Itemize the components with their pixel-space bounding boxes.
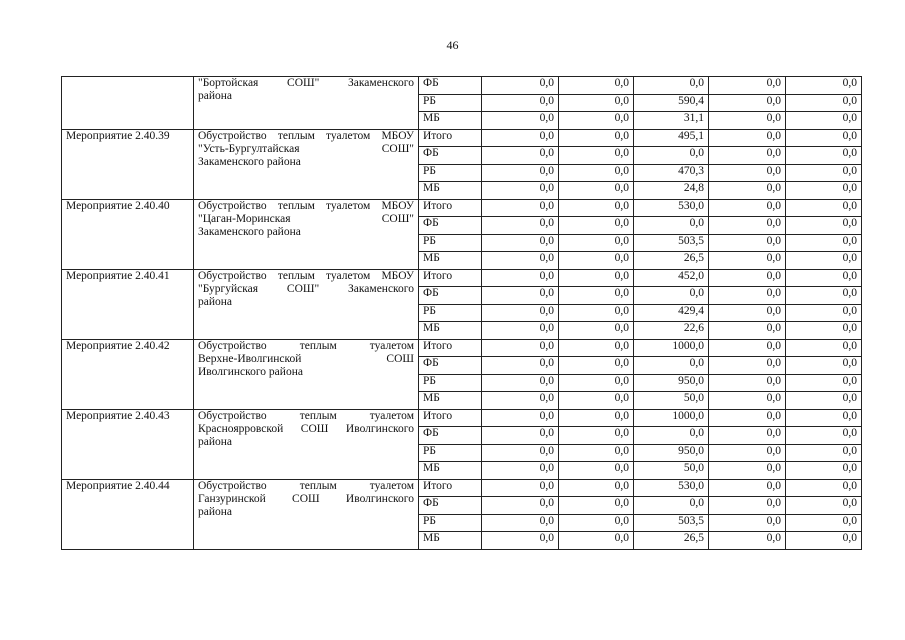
- funding-source-cell: РБ: [419, 374, 482, 392]
- description-line: Верхне-Иволгинской СОШ: [198, 352, 414, 365]
- amount-cell: 0,0: [709, 339, 786, 357]
- amount-cell: 24,8: [634, 182, 709, 200]
- funding-source-cell: Итого: [419, 479, 482, 497]
- amount-cell: 26,5: [634, 532, 709, 550]
- amount-cell: 0,0: [482, 269, 559, 287]
- event-description-cell: [194, 479, 419, 549]
- funding-source-cell: МБ: [419, 182, 482, 200]
- amount-cell: 0,0: [482, 339, 559, 357]
- amount-cell: 590,4: [634, 94, 709, 112]
- amount-cell: 0,0: [482, 427, 559, 445]
- funding-source-cell: МБ: [419, 112, 482, 130]
- amount-cell: 0,0: [559, 532, 634, 550]
- amount-cell: 0,0: [482, 129, 559, 147]
- amount-cell: 0,0: [482, 444, 559, 462]
- event-code-cell: [62, 77, 194, 130]
- amount-cell: 0,0: [709, 392, 786, 410]
- amount-cell: 0,0: [559, 112, 634, 130]
- event-code-cell: Мероприятие 2.40.41: [62, 269, 194, 339]
- amount-cell: 470,3: [634, 164, 709, 182]
- amount-cell: 0,0: [482, 252, 559, 270]
- amount-cell: 1000,0: [634, 339, 709, 357]
- amount-cell: 0,0: [559, 409, 634, 427]
- amount-cell: 0,0: [559, 164, 634, 182]
- amount-cell: 0,0: [709, 269, 786, 287]
- amount-cell: 0,0: [559, 514, 634, 532]
- amount-cell: 0,0: [709, 112, 786, 130]
- event-description-cell: [194, 339, 419, 409]
- amount-cell: 31,1: [634, 112, 709, 130]
- amount-cell: 0,0: [786, 147, 862, 165]
- amount-cell: 0,0: [559, 427, 634, 445]
- amount-cell: 0,0: [559, 199, 634, 217]
- amount-cell: 0,0: [709, 147, 786, 165]
- amount-cell: 0,0: [559, 462, 634, 480]
- amount-cell: 0,0: [786, 339, 862, 357]
- description-line: Иволгинского района: [198, 365, 303, 378]
- amount-cell: 0,0: [482, 532, 559, 550]
- amount-cell: 0,0: [559, 497, 634, 515]
- funding-source-cell: Итого: [419, 199, 482, 217]
- amount-cell: 0,0: [786, 94, 862, 112]
- amount-cell: 0,0: [482, 287, 559, 305]
- amount-cell: 0,0: [786, 269, 862, 287]
- description-line: района: [198, 90, 233, 102]
- amount-cell: 0,0: [482, 217, 559, 235]
- amount-cell: 0,0: [786, 252, 862, 270]
- funding-source-cell: ФБ: [419, 147, 482, 165]
- amount-cell: 0,0: [559, 252, 634, 270]
- amount-cell: 0,0: [709, 462, 786, 480]
- funding-source-cell: МБ: [419, 462, 482, 480]
- event-description-cell: [194, 199, 419, 269]
- amount-cell: 950,0: [634, 444, 709, 462]
- amount-cell: 0,0: [559, 182, 634, 200]
- amount-cell: 0,0: [482, 77, 559, 95]
- description-line: района: [198, 505, 233, 518]
- amount-cell: 0,0: [786, 514, 862, 532]
- event-code-cell: Мероприятие 2.40.43: [62, 409, 194, 479]
- amount-cell: 452,0: [634, 269, 709, 287]
- amount-cell: 0,0: [482, 234, 559, 252]
- amount-cell: 0,0: [786, 182, 862, 200]
- amount-cell: 0,0: [709, 357, 786, 375]
- amount-cell: 26,5: [634, 252, 709, 270]
- amount-cell: 0,0: [482, 164, 559, 182]
- amount-cell: 0,0: [786, 164, 862, 182]
- amount-cell: 0,0: [709, 322, 786, 340]
- amount-cell: 0,0: [482, 322, 559, 340]
- amount-cell: 0,0: [786, 444, 862, 462]
- amount-cell: 0,0: [559, 444, 634, 462]
- amount-cell: 0,0: [559, 129, 634, 147]
- amount-cell: 0,0: [709, 304, 786, 322]
- amount-cell: 0,0: [709, 287, 786, 305]
- description-line: Закаменского района: [198, 225, 301, 238]
- amount-cell: 0,0: [559, 357, 634, 375]
- amount-cell: 0,0: [786, 427, 862, 445]
- amount-cell: 950,0: [634, 374, 709, 392]
- funding-source-cell: Итого: [419, 409, 482, 427]
- event-code-cell: Мероприятие 2.40.40: [62, 199, 194, 269]
- amount-cell: 0,0: [786, 234, 862, 252]
- description-line: "Бургуйская СОШ" Закаменского: [198, 282, 414, 295]
- amount-cell: 0,0: [786, 217, 862, 235]
- table-row: [62, 199, 862, 217]
- amount-cell: 0,0: [482, 199, 559, 217]
- funding-source-cell: РБ: [419, 94, 482, 112]
- amount-cell: 0,0: [709, 164, 786, 182]
- amount-cell: 0,0: [709, 444, 786, 462]
- event-code-cell: Мероприятие 2.40.44: [62, 479, 194, 549]
- amount-cell: 503,5: [634, 234, 709, 252]
- amount-cell: 0,0: [709, 129, 786, 147]
- amount-cell: 0,0: [786, 129, 862, 147]
- amount-cell: 0,0: [482, 94, 559, 112]
- amount-cell: 0,0: [559, 392, 634, 410]
- amount-cell: 0,0: [482, 374, 559, 392]
- amount-cell: 495,1: [634, 129, 709, 147]
- amount-cell: 0,0: [559, 287, 634, 305]
- description-line: Обустройство теплым туалетом: [198, 409, 414, 422]
- funding-source-cell: Итого: [419, 339, 482, 357]
- table-row: [62, 479, 862, 497]
- amount-cell: 0,0: [786, 497, 862, 515]
- description-line: Красноярровской СОШ Иволгинского: [198, 422, 414, 435]
- amount-cell: 0,0: [709, 532, 786, 550]
- amount-cell: 0,0: [634, 287, 709, 305]
- amount-cell: 0,0: [634, 357, 709, 375]
- amount-cell: 0,0: [786, 77, 862, 95]
- amount-cell: 1000,0: [634, 409, 709, 427]
- description-line: Обустройство теплым туалетом МБОУ: [198, 269, 414, 282]
- table-row: [62, 409, 862, 427]
- amount-cell: 0,0: [482, 112, 559, 130]
- financing-table: [61, 76, 862, 550]
- amount-cell: 0,0: [709, 199, 786, 217]
- amount-cell: 0,0: [786, 357, 862, 375]
- event-description-cell: [194, 77, 419, 130]
- amount-cell: 0,0: [634, 217, 709, 235]
- amount-cell: 0,0: [559, 304, 634, 322]
- amount-cell: 0,0: [709, 427, 786, 445]
- amount-cell: 0,0: [709, 252, 786, 270]
- funding-source-cell: ФБ: [419, 497, 482, 515]
- description-line: Обустройство теплым туалетом: [198, 339, 414, 352]
- amount-cell: 0,0: [709, 234, 786, 252]
- funding-source-cell: РБ: [419, 304, 482, 322]
- description-line: "Усть-Бургултайская СОШ": [198, 142, 414, 155]
- event-code-cell: Мероприятие 2.40.42: [62, 339, 194, 409]
- event-description-cell: [194, 129, 419, 199]
- description-line: Ганзуринской СОШ Иволгинского: [198, 492, 414, 505]
- amount-cell: 0,0: [709, 217, 786, 235]
- amount-cell: 0,0: [559, 77, 634, 95]
- amount-cell: 0,0: [559, 234, 634, 252]
- amount-cell: 0,0: [634, 77, 709, 95]
- amount-cell: 429,4: [634, 304, 709, 322]
- amount-cell: 0,0: [786, 304, 862, 322]
- funding-source-cell: Итого: [419, 129, 482, 147]
- amount-cell: 0,0: [709, 77, 786, 95]
- amount-cell: 0,0: [482, 392, 559, 410]
- funding-source-cell: ФБ: [419, 77, 482, 95]
- event-code-cell: Мероприятие 2.40.39: [62, 129, 194, 199]
- amount-cell: 0,0: [709, 514, 786, 532]
- amount-cell: 0,0: [786, 322, 862, 340]
- amount-cell: 0,0: [634, 147, 709, 165]
- table-row: [62, 339, 862, 357]
- amount-cell: 0,0: [786, 479, 862, 497]
- funding-source-cell: МБ: [419, 322, 482, 340]
- amount-cell: 50,0: [634, 462, 709, 480]
- amount-cell: 0,0: [634, 427, 709, 445]
- funding-source-cell: ФБ: [419, 357, 482, 375]
- table-row: [62, 269, 862, 287]
- description-line: Обустройство теплым туалетом МБОУ: [198, 199, 414, 212]
- funding-source-cell: МБ: [419, 392, 482, 410]
- funding-source-cell: РБ: [419, 444, 482, 462]
- amount-cell: 0,0: [786, 374, 862, 392]
- description-line: района: [198, 435, 233, 448]
- description-line: Обустройство теплым туалетом МБОУ: [198, 129, 414, 142]
- amount-cell: 0,0: [786, 462, 862, 480]
- amount-cell: 0,0: [482, 409, 559, 427]
- description-line: района: [198, 295, 233, 308]
- amount-cell: 0,0: [482, 304, 559, 322]
- funding-source-cell: РБ: [419, 234, 482, 252]
- amount-cell: 0,0: [482, 357, 559, 375]
- financing-table-body: [62, 77, 862, 550]
- description-line: "Цаган-Моринская СОШ": [198, 212, 414, 225]
- amount-cell: 0,0: [559, 339, 634, 357]
- amount-cell: 0,0: [786, 532, 862, 550]
- amount-cell: 0,0: [482, 514, 559, 532]
- amount-cell: 0,0: [786, 409, 862, 427]
- amount-cell: 530,0: [634, 479, 709, 497]
- amount-cell: 0,0: [482, 479, 559, 497]
- description-line: Закаменского района: [198, 155, 301, 168]
- amount-cell: 0,0: [482, 147, 559, 165]
- amount-cell: 50,0: [634, 392, 709, 410]
- table-row: [62, 129, 862, 147]
- amount-cell: 530,0: [634, 199, 709, 217]
- amount-cell: 0,0: [559, 147, 634, 165]
- amount-cell: 0,0: [559, 94, 634, 112]
- description-line: "Бортойская СОШ" Закаменского: [198, 77, 414, 89]
- amount-cell: 0,0: [482, 462, 559, 480]
- amount-cell: 0,0: [559, 374, 634, 392]
- funding-source-cell: РБ: [419, 164, 482, 182]
- amount-cell: 0,0: [709, 409, 786, 427]
- amount-cell: 503,5: [634, 514, 709, 532]
- amount-cell: 0,0: [786, 199, 862, 217]
- funding-source-cell: ФБ: [419, 427, 482, 445]
- funding-source-cell: ФБ: [419, 287, 482, 305]
- funding-source-cell: МБ: [419, 532, 482, 550]
- event-description-cell: [194, 269, 419, 339]
- table-row: [62, 77, 862, 95]
- amount-cell: 0,0: [559, 322, 634, 340]
- amount-cell: 0,0: [709, 497, 786, 515]
- page-number: 46: [446, 38, 459, 52]
- amount-cell: 0,0: [482, 182, 559, 200]
- amount-cell: 0,0: [786, 392, 862, 410]
- description-line: Обустройство теплым туалетом: [198, 479, 414, 492]
- funding-source-cell: РБ: [419, 514, 482, 532]
- amount-cell: 0,0: [786, 112, 862, 130]
- amount-cell: 22,6: [634, 322, 709, 340]
- amount-cell: 0,0: [786, 287, 862, 305]
- amount-cell: 0,0: [634, 497, 709, 515]
- amount-cell: 0,0: [559, 479, 634, 497]
- event-description-cell: [194, 409, 419, 479]
- amount-cell: 0,0: [559, 217, 634, 235]
- amount-cell: 0,0: [709, 479, 786, 497]
- funding-source-cell: МБ: [419, 252, 482, 270]
- funding-source-cell: ФБ: [419, 217, 482, 235]
- amount-cell: 0,0: [709, 182, 786, 200]
- amount-cell: 0,0: [482, 497, 559, 515]
- funding-source-cell: Итого: [419, 269, 482, 287]
- amount-cell: 0,0: [709, 94, 786, 112]
- amount-cell: 0,0: [709, 374, 786, 392]
- amount-cell: 0,0: [559, 269, 634, 287]
